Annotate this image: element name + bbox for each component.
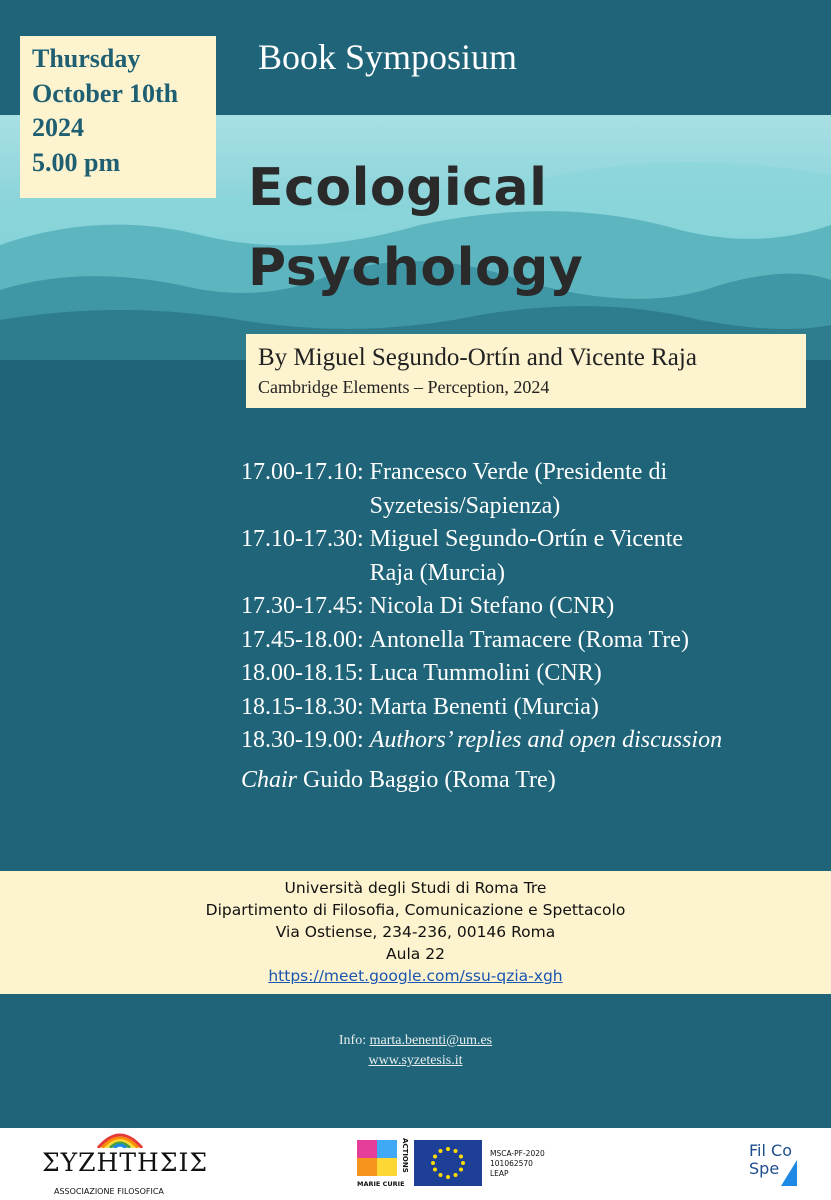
program-time: 17.10-17.30: xyxy=(241,526,364,552)
info-section xyxy=(0,1031,831,1071)
date-box xyxy=(20,36,216,198)
program-speaker: Francesco Verde (Presidente di xyxy=(369,459,668,485)
chair-label: Chair xyxy=(241,767,298,793)
venue-room: Aula 22 xyxy=(386,945,445,963)
venue-address: Via Ostiense, 234-236, 00146 Roma xyxy=(275,923,556,941)
venue-department: Dipartimento di Filosofia, Comunicazione e Spettacolo xyxy=(205,901,626,919)
program-item xyxy=(241,691,821,725)
program-item xyxy=(241,657,821,691)
eu-flag xyxy=(414,1140,482,1186)
book-authors: By Miguel Segundo-Ortín and Vicente Raja xyxy=(258,344,697,371)
website-link[interactable]: www.syzetesis.it xyxy=(368,1053,463,1068)
filcospe-line2: Spe xyxy=(749,1159,780,1178)
marie-curie-logo xyxy=(357,1140,409,1192)
event-day: Thursday xyxy=(32,44,141,73)
title-line-2: Psychology xyxy=(248,238,584,298)
filcospe-line1: Fil Co xyxy=(749,1141,792,1160)
book-series: Cambridge Elements – Perception, 2024 xyxy=(258,377,550,397)
book-info-box xyxy=(246,334,806,408)
meet-link[interactable]: https://meet.google.com/ssu-qzia-xgh xyxy=(268,967,563,985)
program-time: 18.30-19.00: xyxy=(241,727,364,753)
program-speaker-cont: Syzetesis/Sapienza) xyxy=(369,492,561,519)
program-item xyxy=(241,724,821,758)
msca-number: 101062570 xyxy=(490,1159,533,1168)
event-year: 2024 xyxy=(32,113,84,142)
program-speaker: Antonella Tramacere (Roma Tre) xyxy=(369,626,689,653)
program-item xyxy=(241,456,821,523)
event-month-day: October 10th xyxy=(32,78,179,108)
venue-university: Università degli Studi di Roma Tre xyxy=(284,879,547,897)
program-time: 18.00-18.15: xyxy=(241,660,364,686)
info-label: Info: xyxy=(338,1033,367,1048)
actions-label: ACTIONS xyxy=(401,1138,409,1173)
program-time: 18.15-18.30: xyxy=(241,693,364,720)
program-time: 17.30-17.45: xyxy=(241,593,364,619)
program-time: 17.00-17.10: xyxy=(241,459,364,485)
filcospe-logo xyxy=(745,1140,801,1196)
program-list xyxy=(241,456,821,758)
syzetesis-subtitle: ASSOCIAZIONE FILOSOFICA xyxy=(54,1187,164,1196)
program-time: 17.45-18.00: xyxy=(241,626,364,653)
program-speaker: Miguel Segundo-Ortín e Vicente xyxy=(369,526,684,552)
program-item xyxy=(241,624,821,658)
msca-code: MSCA-PF-2020 xyxy=(490,1149,545,1158)
program-item xyxy=(241,523,821,590)
marie-curie-label: MARIE CURIE xyxy=(357,1180,405,1188)
venue-box xyxy=(0,871,831,994)
event-type: Book Symposium xyxy=(258,37,518,77)
filcospe-mark-icon xyxy=(781,1160,797,1186)
info-email-link[interactable]: marta.benenti@um.es xyxy=(369,1033,493,1048)
program-speaker: Nicola Di Stefano (CNR) xyxy=(369,593,615,619)
event-time: 5.00 pm xyxy=(32,147,121,177)
program-discussion: Authors’ replies and open discussion xyxy=(369,727,723,753)
syzetesis-title: ΣΥΖΗΤΗΣΙΣ xyxy=(42,1148,209,1177)
syzetesis-logo xyxy=(36,1128,209,1200)
msca-info xyxy=(490,1149,545,1179)
chair xyxy=(241,767,556,794)
program-speaker-cont: Raja (Murcia) xyxy=(369,559,505,586)
program-speaker: Luca Tummolini (CNR) xyxy=(369,660,602,686)
title-line-1: Ecological xyxy=(248,158,548,218)
rainbow-arc-icon xyxy=(94,1128,146,1148)
program-speaker: Marta Benenti (Murcia) xyxy=(369,693,599,720)
msca-acronym: LEAP xyxy=(490,1169,509,1178)
eu-stars-icon xyxy=(414,1140,482,1186)
chair-name: Guido Baggio (Roma Tre) xyxy=(303,767,556,793)
program-item xyxy=(241,590,821,624)
